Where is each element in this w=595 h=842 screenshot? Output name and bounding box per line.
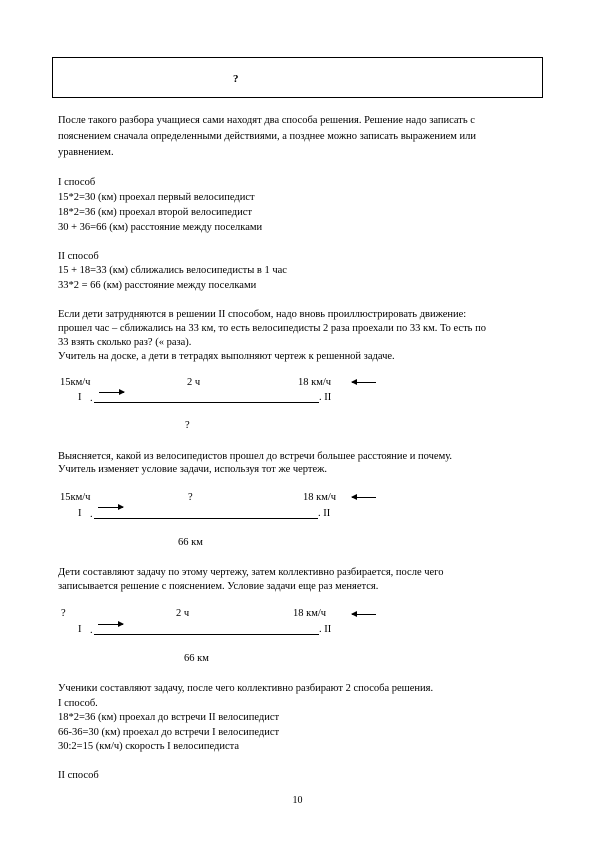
diagram2-mid-label: ? bbox=[188, 492, 193, 503]
para4-line-2: записывается решение с пояснением. Условие задачи еще раз меняется. bbox=[58, 581, 379, 592]
diagram3-right-arrow-icon bbox=[98, 624, 123, 625]
para2-line-4: Учитель на доске, а дети в тетрадях выполняют чертеж к решенной задаче. bbox=[58, 351, 395, 362]
para5-line-4: 66-36=30 (км) проехал до встречи I велосипедист bbox=[58, 727, 280, 738]
diagram1-left-speed: 15км/ч bbox=[60, 377, 91, 388]
diagram3-right-speed: 18 км/ч bbox=[293, 608, 327, 619]
para2-line-3: 33 взять сколько раз? (« раза). bbox=[58, 337, 192, 348]
para5-line-3: 18*2=36 (км) проехал до встречи II велосипедист bbox=[58, 712, 280, 723]
diagram1-end-point: . II bbox=[319, 392, 332, 403]
para5-line-2: I способ. bbox=[58, 698, 98, 709]
diagram3-below-label: 66 км bbox=[184, 653, 209, 664]
para5-line-1: Ученики составляют задачу, после чего коллективно разбирают 2 способа решения. bbox=[58, 683, 434, 694]
diagram1-left-arrow-icon bbox=[352, 382, 376, 383]
para3-line-2: Учитель изменяет условие задачи, используя тот же чертеж. bbox=[58, 464, 328, 475]
diagram3-left-speed: ? bbox=[61, 608, 66, 619]
method1-title: I способ bbox=[58, 177, 96, 188]
diagram3-mid-label: 2 ч bbox=[176, 608, 190, 619]
diagram2-right-arrow-icon bbox=[98, 507, 123, 508]
diagram2-below-label: 66 км bbox=[178, 537, 203, 548]
diagram1-right-speed: 18 км/ч bbox=[298, 377, 332, 388]
para1-line-1: После такого разбора учащиеся сами находят два способа решения. Решение надо записать с bbox=[58, 115, 475, 126]
para4-line-1: Дети составляют задачу по этому чертежу, затем коллективно разбирается, после чего bbox=[58, 567, 444, 578]
para2-line-1: Если дети затрудняются в решении II способом, надо вновь проиллюстрировать движение: bbox=[58, 309, 467, 320]
diagram1-right-arrow-icon bbox=[99, 392, 124, 393]
method1-line-1: 15*2=30 (км) проехал первый велосипедист bbox=[58, 192, 255, 203]
diagram2-left-arrow-icon bbox=[352, 497, 376, 498]
method2b-title: II способ bbox=[58, 770, 99, 781]
method2-title: II способ bbox=[58, 251, 99, 262]
para1-line-2: пояснением сначала определенными действиями, а позднее можно записать выражением или bbox=[58, 131, 477, 142]
method2-line-2: 33*2 = 66 (км) расстояние между поселками bbox=[58, 280, 257, 291]
diagram3-route-line bbox=[94, 634, 319, 635]
method1-line-2: 18*2=36 (км) проехал второй велосипедист bbox=[58, 207, 252, 218]
diagram3-end-point: . II bbox=[319, 624, 332, 635]
diagram2-right-speed: 18 км/ч bbox=[303, 492, 337, 503]
diagram2-end-point: . II bbox=[318, 508, 331, 519]
method1-line-3: 30 + 36=66 (км) расстояние между поселками bbox=[58, 222, 263, 233]
diagram3-start-point: I bbox=[78, 624, 82, 635]
diagram1-mid-label: 2 ч bbox=[187, 377, 201, 388]
diagram3-left-arrow-icon bbox=[352, 614, 376, 615]
para5-line-5: 30:2=15 (км/ч) скорость I велосипедиста bbox=[58, 741, 240, 752]
para3-line-1: Выясняется, какой из велосипедистов прошел до встречи большее расстояние и почему. bbox=[58, 451, 453, 462]
diagram2-start-point: I bbox=[78, 508, 82, 519]
method2-line-1: 15 + 18=33 (км) сближались велосипедисты в 1 час bbox=[58, 265, 287, 276]
header-box-mark: ? bbox=[233, 73, 239, 85]
para2-line-2: прошел час – сближались на 33 км, то есть велосипедисты 2 раза проехали по 33 км. То есть по bbox=[58, 323, 486, 334]
header-box bbox=[52, 57, 543, 98]
diagram1-below-label: ? bbox=[185, 420, 190, 431]
diagram1-start-point: I bbox=[78, 392, 82, 403]
page-number: 10 bbox=[292, 795, 303, 806]
para1-line-3: уравнением. bbox=[58, 147, 114, 158]
diagram1-route-line bbox=[94, 402, 319, 403]
diagram2-route-line bbox=[94, 518, 318, 519]
diagram2-left-speed: 15км/ч bbox=[60, 492, 91, 503]
